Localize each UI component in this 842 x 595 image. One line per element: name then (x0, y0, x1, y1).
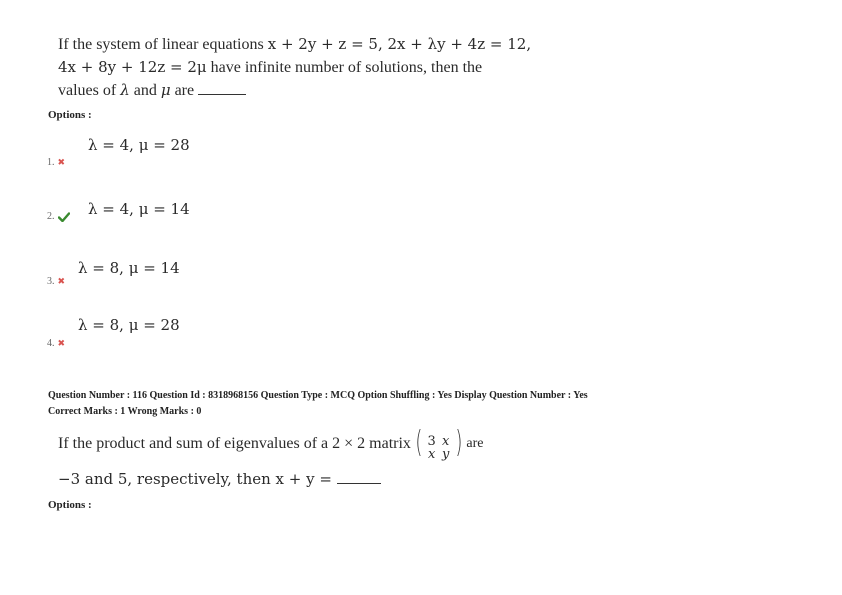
question-text-line-3 (58, 79, 246, 102)
question-2-line-2 (58, 468, 381, 491)
answer-blank (198, 94, 246, 95)
cross-icon: ✖ (57, 338, 66, 349)
cross-icon: ✖ (57, 157, 66, 168)
options-label: Options : (48, 109, 92, 121)
matrix-entry: x (427, 447, 436, 462)
option-4-number: 4. (47, 338, 55, 349)
matrix-entry: y (441, 447, 450, 462)
matrix-entry: 3 (427, 434, 436, 449)
option-2-formula: λ = 4, μ = 14 (88, 200, 190, 218)
question-text: have infinite number of solutions, then the (206, 59, 483, 76)
option-1-number: 1. (47, 157, 55, 168)
option-3-number: 3. (47, 276, 55, 287)
option-1-marker (47, 157, 65, 168)
question-metadata: Question Number : 116 Question Id : 8318968156 Question Type : MCQ Option Shuffling : Yes Display Question Number : Yes (48, 390, 588, 401)
question-text: values of (58, 82, 121, 99)
right-paren: ) (454, 425, 463, 460)
marks-info: Correct Marks : 1 Wrong Marks : 0 (48, 406, 202, 417)
option-4-marker (47, 338, 65, 349)
question-text: If the product and sum of eigenvalues of a 2 × 2 matrix (58, 434, 411, 452)
question-text-line-1 (58, 33, 531, 56)
matrix-entries (425, 430, 453, 462)
cross-icon: ✖ (57, 276, 66, 287)
lambda-symbol: λ (120, 81, 130, 99)
equation: −3 and 5, respectively, then x + y = (58, 470, 337, 488)
option-1-formula: λ = 4, μ = 28 (88, 136, 190, 154)
mu-symbol: μ (160, 81, 171, 99)
matrix (413, 425, 464, 462)
question-text: and (129, 82, 161, 99)
question-text: If the system of linear equations (58, 36, 268, 53)
option-3-formula: λ = 8, μ = 14 (78, 259, 180, 277)
option-3-marker (47, 276, 65, 287)
equation-3: 4x + 8y + 12z = 2μ (58, 58, 207, 76)
question-text: are (170, 82, 199, 99)
question-text: are (466, 435, 484, 451)
option-2-marker (47, 211, 70, 222)
options-label-2: Options : (48, 499, 92, 511)
check-icon (58, 212, 70, 222)
question-2-line-1 (58, 425, 484, 462)
answer-blank (337, 483, 381, 484)
matrix-entry: x (441, 434, 450, 449)
equation-1: x + 2y + z = 5, 2x + λy + 4z = 12, (267, 35, 532, 53)
question-text-line-2 (58, 56, 482, 79)
left-paren: ( (415, 425, 423, 460)
option-2-number: 2. (47, 211, 55, 222)
option-4-formula: λ = 8, μ = 28 (78, 316, 180, 334)
